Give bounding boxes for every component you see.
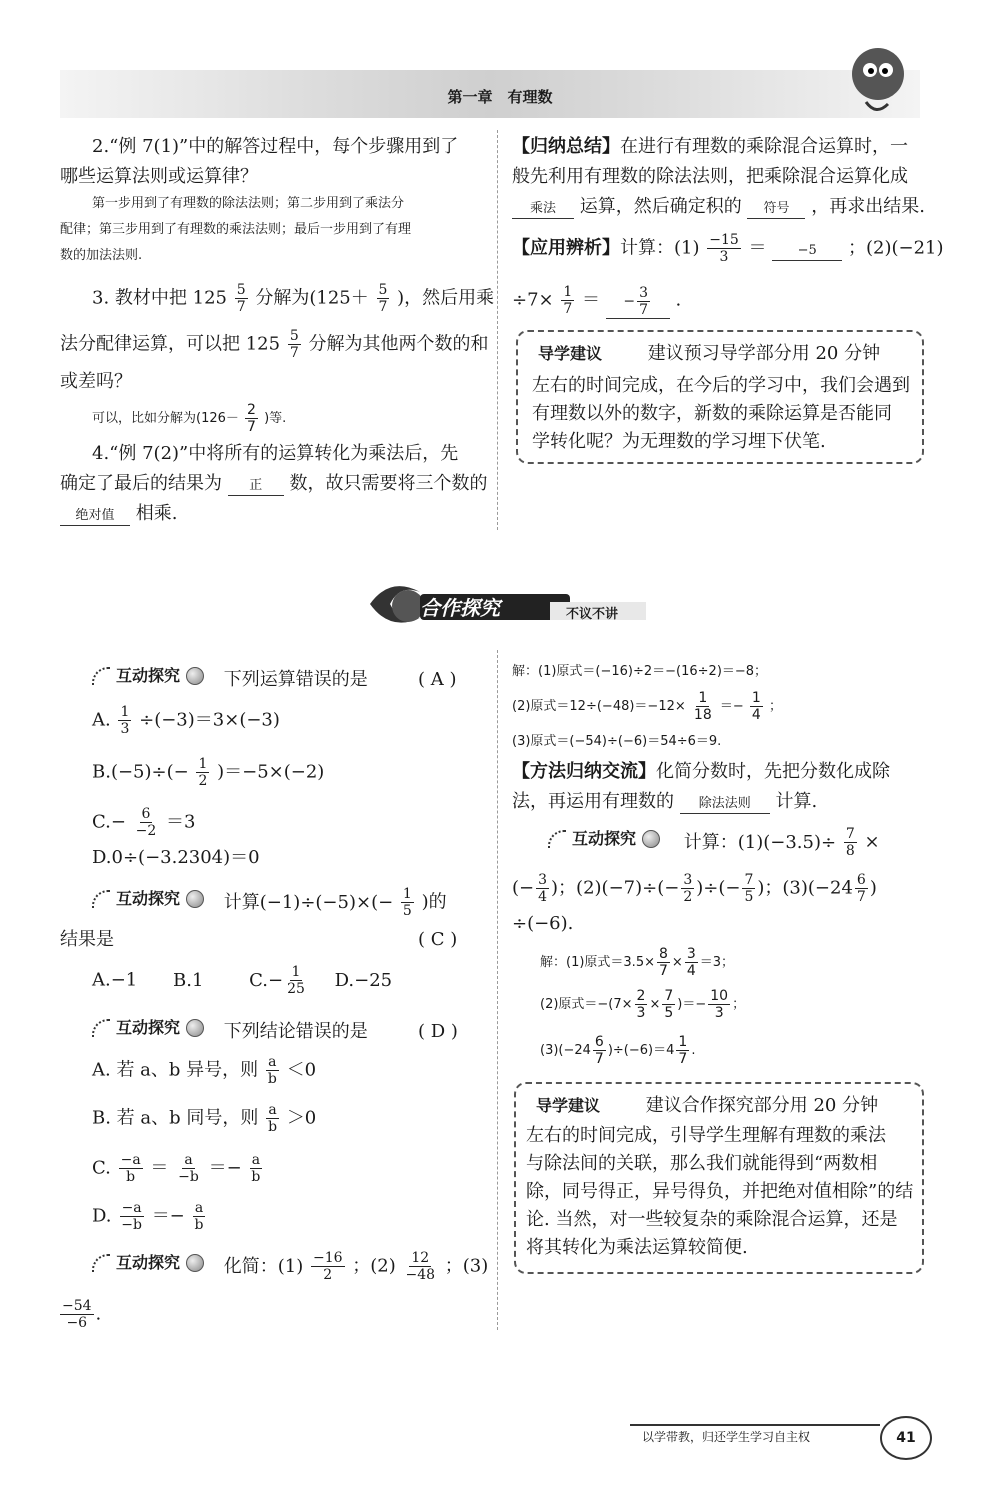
- q2-answer: ( C ): [418, 929, 458, 950]
- calc-line2: (− $\frac{3}{4}$ )；(2)(−7)÷(− $\frac{3}{2}$ )÷(− $\frac{7}{5}$ )；(3)(−24 $\frac{6}{7}$ ): [512, 872, 877, 905]
- interactive-q3: 互动探究 下列结论错误的是: [92, 1016, 368, 1044]
- q1-option-d: D.0÷(−3.2304)＝0: [92, 847, 260, 868]
- q3-line2: 法分配律运算，可以把 125 $\frac{5}{7}$ 分解为其他两个数的和: [60, 328, 489, 361]
- tip-text: 与除法间的关联，那么我们就能得到“两数相: [526, 1153, 878, 1174]
- q3-answer: 可以，比如分解为(126－ $\frac{2}{7}$ )等.: [92, 402, 287, 435]
- tip-text: 论. 当然，对一些较复杂的乘除混合运算，还是: [526, 1209, 898, 1230]
- tip-text: 除，同号得正，异号得负，并把绝对值相除”的结: [526, 1181, 914, 1202]
- ball-icon: [186, 667, 204, 685]
- banner-subtitle: 不议不讲: [566, 607, 619, 622]
- q3-line1: 3. 教材中把 125 $\frac{5}{7}$ 分解为(125＋ $\frac{5}{7}$ )，然后用乘: [92, 282, 495, 315]
- q1-option-a: A. $\frac{1}{3}$ ÷(−3)＝3×(−3): [92, 704, 280, 737]
- answer-blank: 除法法则: [680, 795, 770, 814]
- q3-option-a: A. 若 a、b 异号，则 $\frac{a}{b}$ ＜0: [92, 1054, 317, 1087]
- method-line2: 法，再运用有理数的 除法法则 计算.: [512, 791, 818, 812]
- apply-line1: 【应用辨析】计算：(1) $\frac{-15}{3}$ ＝ −5 ；(2)(−21): [512, 232, 944, 265]
- calc-answer-1: 解：(1)原式＝3.5× $\frac{8}{7}$ × $\frac{3}{4}$ ＝3；: [540, 946, 735, 979]
- column-divider-bottom: [497, 650, 498, 1330]
- tip-text: 左右的时间完成，在今后的学习中，我们会遇到: [532, 375, 910, 396]
- q3-option-d: D. $\frac{-a}{-b}$ ＝− $\frac{a}{b}$: [92, 1200, 204, 1233]
- summary-line3: 乘法 运算，然后确定积的 符号 ，再求出结果.: [512, 195, 925, 219]
- q3-option-b: B. 若 a、b 同号，则 $\frac{a}{b}$ ＞0: [92, 1102, 317, 1135]
- calc-line1: 互动探究 计算：(1)(−3.5)÷ $\frac{7}{8}$ ×: [548, 826, 880, 859]
- solution-1: 解：(1)原式＝(−16)÷2＝−(16÷2)＝−8；: [512, 664, 768, 679]
- tip-text: 左右的时间完成，引导学生理解有理数的乘法: [526, 1125, 886, 1146]
- interactive-label: 互动探究: [92, 887, 204, 911]
- q2-answer-2: 配律；第三步用到了有理数的乘法法则；最后一步用到了有理: [60, 222, 412, 237]
- mascot-icon: [836, 40, 916, 120]
- q3-option-c: C. $\frac{-a}{b}$ ＝ $\frac{a}{-b}$ ＝− $\frac{a}{b}$: [92, 1152, 261, 1185]
- solution-3: (3)原式＝(−54)÷(−6)＝54÷6＝9.: [512, 734, 722, 749]
- tip-text: 有理数以外的数字，新数的乘除运算是否能同: [532, 403, 892, 424]
- fraction: $\frac{5}{7}$: [236, 282, 246, 315]
- interactive-q4: 互动探究 化简：(1) $\frac{-16}{2}$ ；(2) $\frac{12}{-48}$ ；(3): [92, 1250, 488, 1283]
- interactive-label: 互动探究: [92, 664, 204, 688]
- fraction: $\frac{5}{7}$: [289, 328, 299, 361]
- method-line1: 【方法归纳交流】化简分数时，先把分数化成除: [512, 761, 890, 782]
- interactive-q1: 互动探究 下列运算错误的是: [92, 664, 368, 692]
- fraction: $\frac{1}{7}$: [563, 284, 573, 317]
- ball-icon: [642, 830, 660, 848]
- summary-line1: 【归纳总结】在进行有理数的乘除混合运算时，一: [512, 136, 908, 157]
- tip-label: 导学建议: [536, 1096, 601, 1115]
- summary-line2: 般先利用有理数的除法法则，把乘除混合运算化成: [512, 166, 908, 187]
- q4-line1: 4.“例 7(2)”中将所有的运算转化为乘法后，先: [92, 443, 459, 464]
- footer-rule: [630, 1424, 880, 1426]
- q2-answer-1: 第一步用到了有理数的除法法则；第二步用到了乘法分: [92, 196, 405, 211]
- q1-option-b: B.(−5)÷(− $\frac{1}{2}$ )＝−5×(−2): [92, 756, 325, 789]
- q2-options: A.−1 B.1 C.− $\frac{1}{25}$ D.−25: [92, 964, 393, 997]
- ball-icon: [186, 890, 204, 908]
- interactive-label: 互动探究: [548, 827, 660, 851]
- calc-answer-2: (2)原式＝−(7× $\frac{2}{3}$ × $\frac{7}{5}$ )＝− $\frac{10}{3}$ ；: [540, 988, 746, 1021]
- tip-box-top: 导学建议 建议预习导学部分用 20 分钟 左右的时间完成，在今后的学习中，我们会遇到 有理数以外的数字，新数的乘除运算是否能同 学转化呢？为无理数的学习埋下伏笔.: [516, 330, 924, 464]
- interactive-q2: 互动探究 计算(−1)÷(−5)×(− $\frac{1}{5}$ )的: [92, 886, 447, 919]
- q3-answer: ( D ): [418, 1021, 458, 1042]
- fraction: $\frac{2}{7}$: [247, 402, 256, 435]
- answer-blank: 绝对值: [60, 507, 130, 526]
- q3-line3: 或差吗？: [60, 371, 132, 392]
- page-number: 41: [880, 1416, 932, 1460]
- q4-line3: 绝对值 相乘.: [60, 502, 177, 526]
- ball-icon: [186, 1254, 204, 1272]
- interactive-label: 互动探究: [92, 1016, 204, 1040]
- tip-text: 将其转化为乘法运算较简便.: [526, 1237, 748, 1258]
- solution-2: (2)原式＝12÷(−48)＝−12× $\frac{1}{18}$ ＝− $\frac{1}{4}$ ；: [512, 690, 782, 723]
- q2-line1: 2.“例 7(1)”中的解答过程中，每个步骤用到了: [92, 136, 459, 157]
- ball-icon: [186, 1019, 204, 1037]
- chapter-title: 第一章 有理数: [447, 88, 553, 106]
- answer-blank: −5: [772, 242, 842, 261]
- column-divider-top: [497, 130, 498, 530]
- tip-box-bottom: 导学建议 建议合作探究部分用 20 分钟 左右的时间完成，引导学生理解有理数的乘法 与除法间的关联，那么我们就能得到“两数相 除，同号得正，异号得负，并把绝对值相除”的结 论. 当然，对一些较复杂的乘除混合运算，还是 将其转化为乘法运算较简便.: [514, 1082, 924, 1274]
- answer-blank: 符号: [747, 200, 805, 219]
- q1-option-c: C.− $\frac{6}{-2}$ ＝3: [92, 806, 196, 839]
- fraction: $\frac{5}{7}$: [378, 282, 388, 315]
- q2-result-label: 结果是: [60, 929, 114, 950]
- answer-blank: 正: [228, 477, 284, 496]
- footer-slogan: 以学带教，归还学生学习自主权: [642, 1430, 811, 1444]
- q4-line2: 确定了最后的结果为 正 数，故只需要将三个数的: [60, 473, 488, 494]
- apply-line2: ÷7× $\frac{1}{7}$ ＝ − $\frac{3}{7}$ .: [512, 284, 682, 318]
- q4-third: $\frac{-54}{-6}$ .: [62, 1298, 102, 1331]
- answer-blank: − $\frac{3}{7}$: [606, 285, 670, 319]
- interactive-label: 互动探究: [92, 1251, 204, 1275]
- answer-blank: 乘法: [512, 200, 574, 219]
- q1-answer: ( A ): [418, 669, 457, 690]
- calc-answer-3: (3)(−24 $\frac{6}{7}$ )÷(−6)＝4 $\frac{1}{7}$ .: [540, 1034, 696, 1067]
- calc-line3: ÷(−6).: [512, 913, 574, 934]
- fraction: $\frac{-15}{3}$: [709, 232, 739, 265]
- q2-line2: 哪些运算法则或运算律？: [60, 166, 258, 187]
- tip-text: 学转化呢？为无理数的学习埋下伏笔.: [532, 431, 826, 452]
- tip-label: 导学建议: [538, 344, 603, 363]
- q2-answer-3: 数的加法法则.: [60, 248, 143, 263]
- banner-title: 合作探究: [420, 596, 500, 620]
